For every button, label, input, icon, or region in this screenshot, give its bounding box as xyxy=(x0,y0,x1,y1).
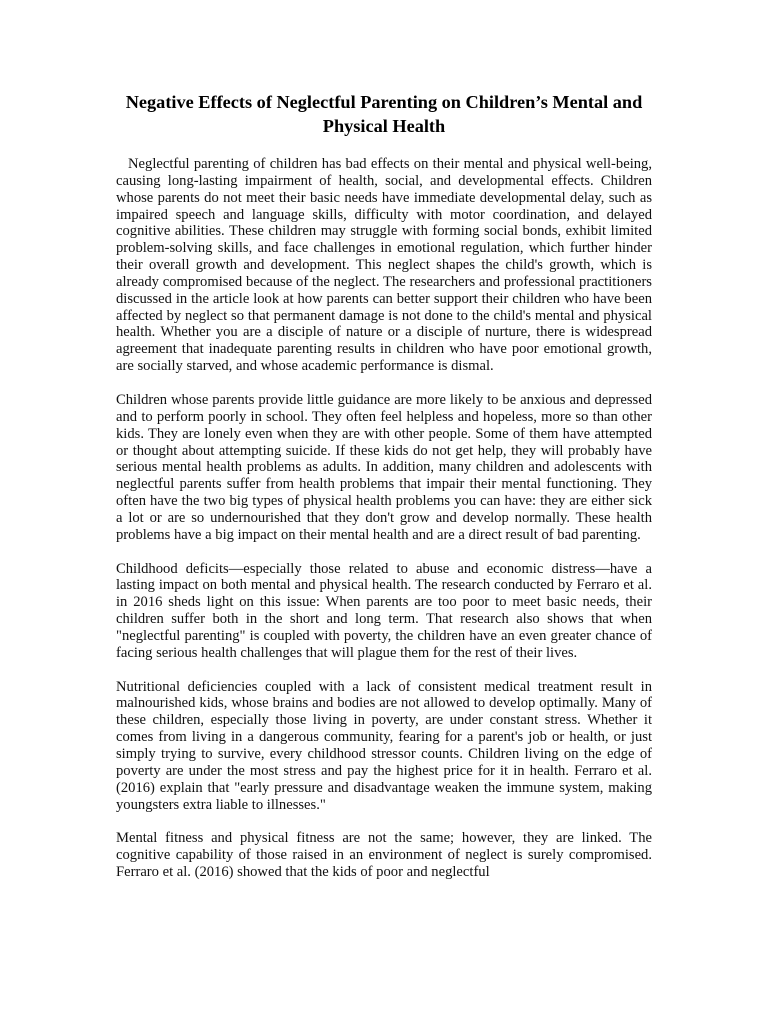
document-page xyxy=(116,90,652,898)
paragraph-1: Neglectful parenting of children has bad effects on their mental and physical well-being, causing long-lasting impairment of health, social, and developmental effects. Children whose parents do not meet their basic needs have immediate developmental delay, such as impaired speech and language skills, difficulty with motor coordination, and delayed cognitive abilities. These children may struggle with forming social bonds, exhibit limited problem-solving skills, and face challenges in emotional regulation, which further hinder their overall growth and development. This neglect shapes the child's growth, which is already compromised because of the neglect. The researchers and professional practitioners discussed in the article look at how parents can better support their children who have been affected by neglect so that permanent damage is not done to the child's mental and physical health. Whether you are a disciple of nature or a disciple of nurture, there is widespread agreement that inadequate parenting results in children who have poor emotional growth, are socially starved, and whose academic performance is dismal. xyxy=(116,156,652,375)
paragraph-5: Mental fitness and physical fitness are not the same; however, they are linked. The cognitive capability of those raised in an environment of neglect is surely compromised. Ferraro et al. (2016) showed that the kids of poor and neglectful xyxy=(116,830,652,881)
paragraph-3: Childhood deficits—especially those related to abuse and economic distress—have a lasting impact on both mental and physical health. The research conducted by Ferraro et al. in 2016 sheds light on this issue: When parents are too poor to meet basic needs, their children suffer both in the short and long term. That research also shows that when "neglectful parenting" is coupled with poverty, the children have an even greater chance of facing serious health challenges that will plague them for the rest of their lives. xyxy=(116,560,652,661)
document-title: Negative Effects of Neglectful Parenting on Children’s Mental and Physical Health xyxy=(125,92,643,136)
paragraph-4: Nutritional deficiencies coupled with a lack of consistent medical treatment result in malnourished kids, whose brains and bodies are not allowed to develop optimally. Many of these children, especially those living in poverty, are under constant stress. Whether it comes from living in a dangerous community, fearing for a parent's job or health, or just simply trying to survive, every childhood stressor counts. Children living on the edge of poverty are under the most stress and pay the highest price for it in health. Ferraro et al. (2016) explain that "early pressure and disadvantage weaken the immune system, making youngsters extra liable to illnesses." xyxy=(116,678,652,813)
paragraph-2: Children whose parents provide little guidance are more likely to be anxious and depressed and to perform poorly in school. They often feel helpless and hopeless, more so than other kids. They are lonely even when they are with other people. Some of them have attempted or thought about attempting suicide. If these kids do not get help, they will probably have serious mental health problems as adults. In addition, many children and adolescents with neglectful parents suffer from health problems that impair their mental functioning. They often have the two big types of physical health problems you can have: they are either sick a lot or are so undernourished that they don't grow and develop normally. These health problems have a big impact on their mental health and are a direct result of bad parenting. xyxy=(116,391,652,543)
